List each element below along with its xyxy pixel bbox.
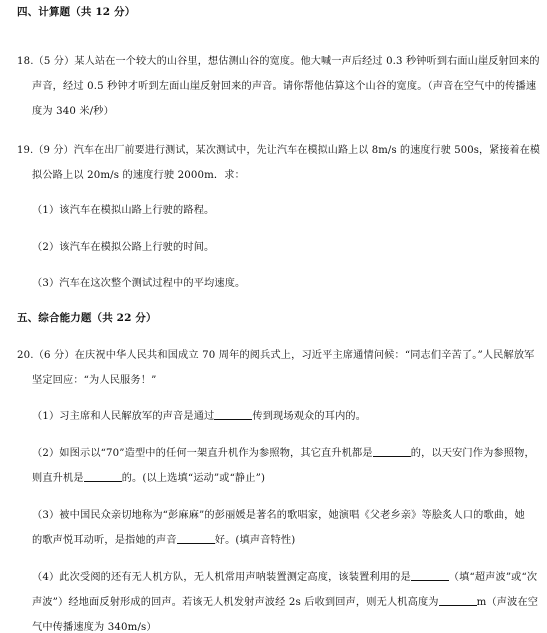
q19-line-1: 19.（9 分）汽车在出厂前要进行测试，某次测试中，先让汽车在模拟山路上以 8m/s 的速度行驶 500s，紧接着在模 bbox=[17, 145, 541, 156]
answer-blank[interactable] bbox=[177, 533, 215, 544]
q20-sub-2-text-c: 则直升机是 bbox=[32, 473, 84, 484]
q20-line-2: 坚定回应：“为人民服务！” bbox=[32, 375, 157, 386]
q20-sub-4 bbox=[32, 568, 537, 583]
q20-sub-2-text-b: 的，以天安门作为参照物， bbox=[410, 448, 535, 459]
q20-sub-2-text-a: （2）如图示以“70”造型中的任何一架直升机作为参照物，其它直升机都是 bbox=[32, 448, 373, 459]
q20-sub-3-text-c: 好。(填声音特性) bbox=[214, 535, 296, 546]
q20-sub-3: （3）被中国民众亲切地称为“彭麻麻”的彭丽媛是著名的歌唱家，她演唱《父老乡亲》等脍炙人口的歌曲，她 bbox=[32, 510, 525, 521]
q19-sub-1: （1）该汽车在模拟山路上行驶的路程。 bbox=[32, 205, 215, 216]
q20-sub-3-text-b: 的歌声悦耳动听，是指她的声音 bbox=[32, 535, 177, 546]
section-5-title: 五、综合能力题（共 22 分） bbox=[17, 312, 157, 324]
q19-sub-2: （2）该汽车在模拟公路上行驶的时间。 bbox=[32, 242, 215, 253]
q20-sub-1 bbox=[32, 407, 366, 422]
q20-sub-4-text-c: 声波”）经地面反射形成的回声。若该无人机发射声波经 2s 后收到回声，则无人机高度为 bbox=[32, 597, 439, 608]
q20-sub-3-cont bbox=[32, 531, 295, 546]
q20-sub-1-text-b: 传到现场观众的耳内的。 bbox=[252, 411, 367, 422]
q20-sub-4-cont bbox=[32, 593, 538, 608]
q20-sub-2-text-d: 的。(以上选填“运动”或“静止”) bbox=[121, 473, 266, 484]
q20-line-1: 20.（6 分）在庆祝中华人民共和国成立 70 周年的阅兵式上，习近平主席通情问候：“同志们辛苦了。”人民解放军 bbox=[17, 350, 535, 361]
q18-line-2: 声音，经过 0.5 秒钟才听到左面山崖反射回来的声音。请你帮他估算这个山谷的宽度。（声音在空气中的传播速 bbox=[32, 81, 537, 92]
q20-sub-1-text-a: （1）习主席和人民解放军的声音是通过 bbox=[32, 411, 215, 422]
q18-line-1: 18.（5 分）某人站在一个较大的山谷里，想估测山谷的宽度。他大喊一声后经过 0.3 秒钟听到右面山崖反射回来的 bbox=[17, 56, 540, 67]
answer-blank[interactable] bbox=[439, 595, 477, 606]
q20-sub-4-text-a: （4）此次受阅的还有无人机方队，无人机常用声呐装置测定高度，该装置利用的是 bbox=[32, 572, 411, 583]
section-4-title: 四、计算题（共 12 分） bbox=[17, 6, 136, 18]
answer-blank[interactable] bbox=[411, 570, 449, 581]
q20-sub-4-text-d: m（声波在空 bbox=[476, 597, 539, 608]
answer-blank[interactable] bbox=[84, 471, 122, 482]
q20-sub-2-cont bbox=[32, 469, 265, 484]
q18-line-3: 度为 340 米/秒） bbox=[32, 106, 114, 117]
q20-sub-4-end: 气中传播速度为 340m/s） bbox=[32, 622, 157, 633]
answer-blank[interactable] bbox=[214, 409, 252, 420]
q20-sub-4-text-b: （填“超声波”或“次 bbox=[448, 572, 538, 583]
q20-sub-2 bbox=[32, 444, 535, 459]
q19-sub-3: （3）汽车在这次整个测试过程中的平均速度。 bbox=[32, 278, 246, 289]
q19-line-2: 拟公路上以 20m/s 的速度行驶 2000m．求： bbox=[32, 170, 245, 181]
answer-blank[interactable] bbox=[373, 446, 411, 457]
